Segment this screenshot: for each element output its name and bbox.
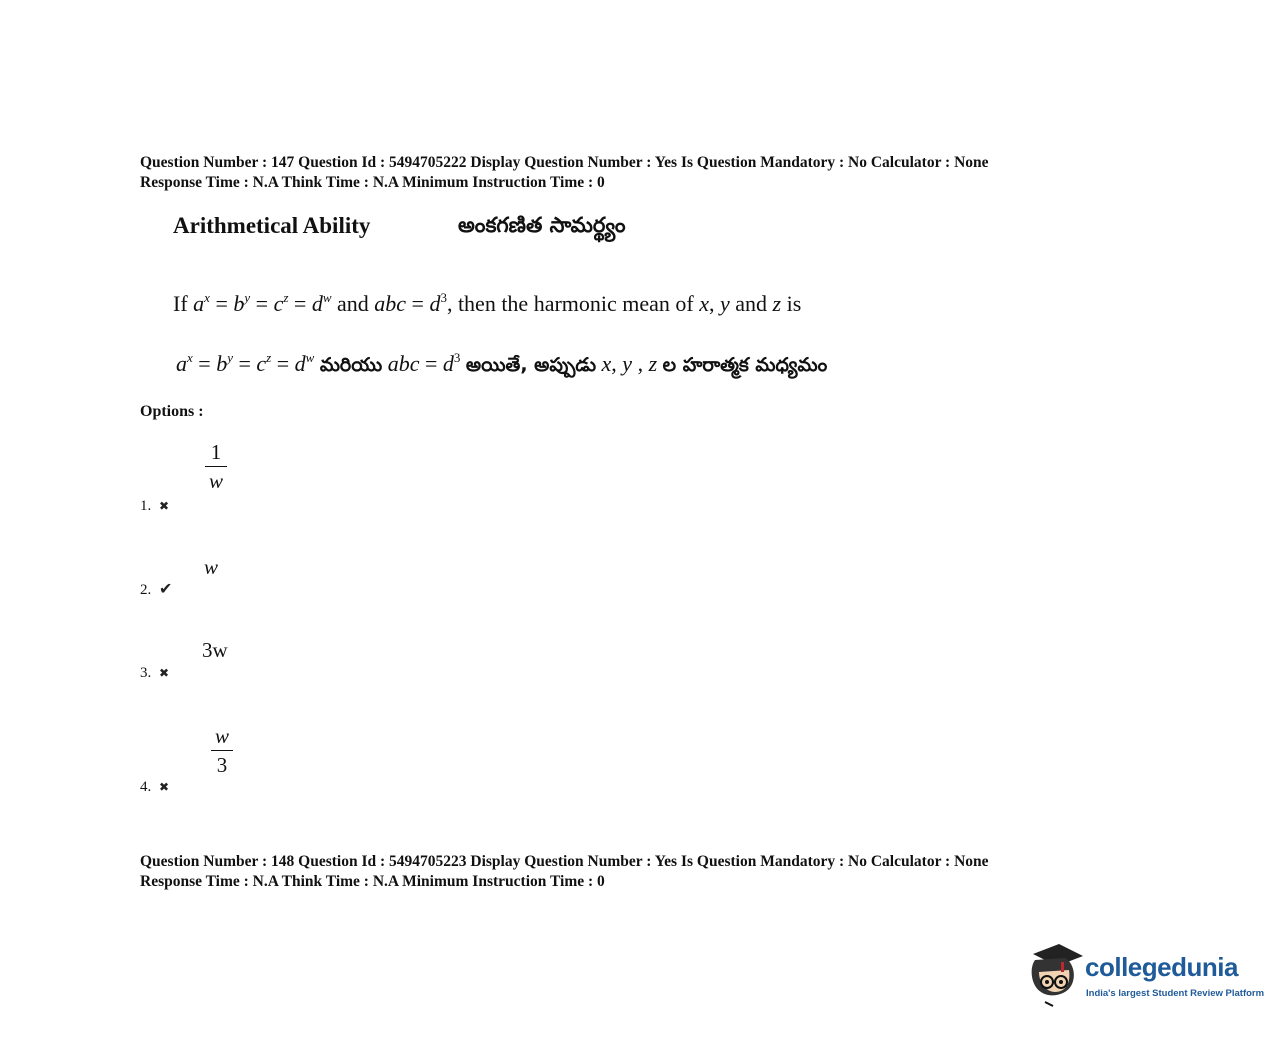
question-meta-line-2: Response Time : N.A Think Time : N.A Minimum Instruction Time : 0 xyxy=(140,873,605,890)
question-meta-line-2: Response Time : N.A Think Time : N.A Minimum Instruction Time : 0 xyxy=(140,174,605,191)
question-147-metadata xyxy=(140,153,989,193)
question-text-telugu: $a^x = b^y = c^z = d^w$ మరియు abc = $d^3$ అయితే, అప్పుడు x, y , z ల హరాత్మక మధ్యమం xyxy=(176,350,828,376)
option-1: 1. ✖ xyxy=(140,498,170,514)
cross-icon: ✖ xyxy=(159,666,170,680)
option-3-value: 3w xyxy=(202,638,228,662)
option-3: 3. ✖ xyxy=(140,665,170,681)
question-text-english: If $a^x = b^y = c^z = d^w$ and abc = $d^3$, then the harmonic mean of x, y and z is xyxy=(173,290,802,316)
option-4: 4. ✖ xyxy=(140,779,170,795)
section-title-telugu: అంకగణిత సామర్థ్యం xyxy=(458,213,626,237)
mascot-icon xyxy=(1025,940,1087,1008)
option-4-fraction: w 3 xyxy=(211,724,233,777)
cross-icon: ✖ xyxy=(159,780,170,794)
option-2: 2. ✔ xyxy=(140,581,173,598)
logo-wordmark: collegedunia xyxy=(1085,952,1238,982)
logo-tagline: India's largest Student Review Platform xyxy=(1086,988,1265,999)
question-148-metadata xyxy=(140,852,989,892)
section-title-english: Arithmetical Ability xyxy=(173,213,371,238)
question-meta-line-1: Question Number : 148 Question Id : 5494705223 Display Question Number : Yes Is Question Mandatory : No Calculator : None xyxy=(140,853,989,870)
option-1-fraction: 1 w xyxy=(205,440,227,493)
options-label: Options : xyxy=(140,403,204,420)
question-meta-line-1: Question Number : 147 Question Id : 5494705222 Display Question Number : Yes Is Question Mandatory : No Calculator : None xyxy=(140,154,989,171)
check-icon: ✔ xyxy=(159,581,173,598)
collegedunia-logo xyxy=(1025,940,1265,1010)
option-2-value: w xyxy=(204,555,219,579)
cross-icon: ✖ xyxy=(159,499,170,513)
